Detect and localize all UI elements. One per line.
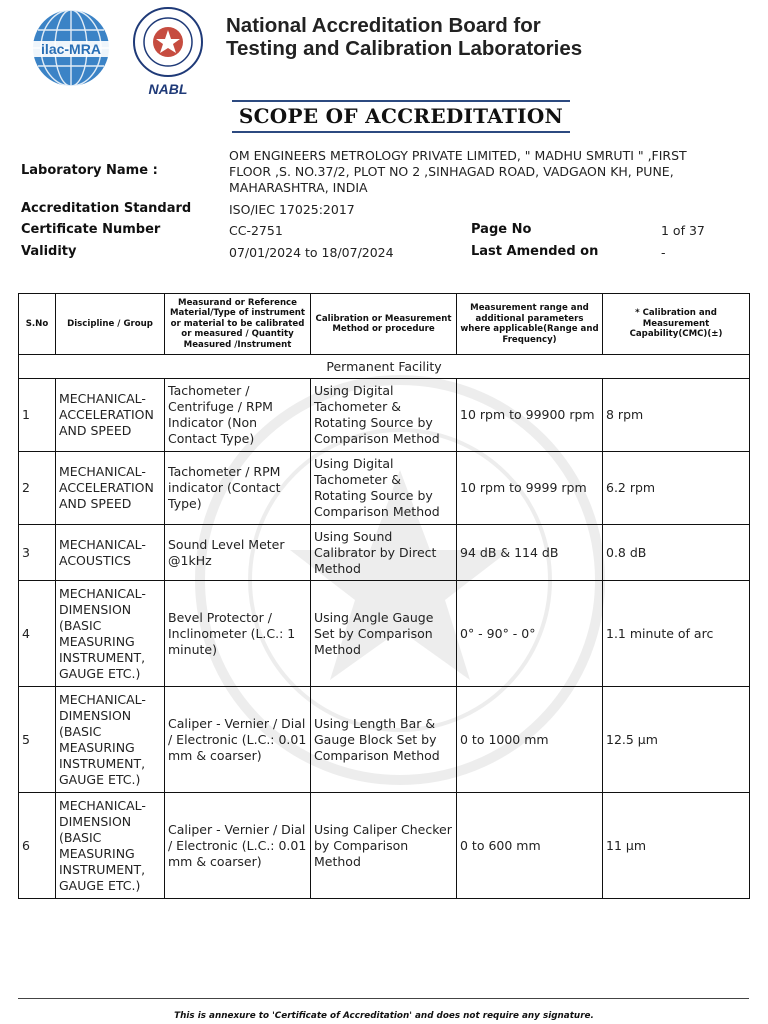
table-row xyxy=(19,687,750,793)
cell-range: 94 dB & 114 dB xyxy=(457,525,603,581)
cell-sno: 6 xyxy=(19,793,56,899)
cell-discipline: MECHANICAL- ACCELERATION AND SPEED xyxy=(56,452,165,525)
cell-cmc: 0.8 dB xyxy=(603,525,750,581)
standard-label: Accreditation Standard xyxy=(21,201,192,216)
page-label: Page No xyxy=(471,222,532,237)
cell-measurand: Sound Level Meter @1kHz xyxy=(165,525,311,581)
scope-title: SCOPE OF ACCREDITATION xyxy=(238,104,564,128)
certificate-label: Certificate Number xyxy=(21,222,161,237)
cell-method: Using Digital Tachometer & Rotating Source by Comparison Method xyxy=(311,379,457,452)
facility-row xyxy=(19,355,750,379)
lab-name-value xyxy=(229,148,687,196)
header-discipline: Discipline / Group xyxy=(56,294,165,355)
standard-value: ISO/IEC 17025:2017 xyxy=(229,202,355,217)
cell-method: Using Angle Gauge Set by Comparison Method xyxy=(311,581,457,687)
org-line-2: Testing and Calibration Laboratories xyxy=(226,37,583,60)
org-line-1: National Accreditation Board for xyxy=(226,14,541,37)
table-row xyxy=(19,525,750,581)
scope-rule-bottom xyxy=(232,131,570,133)
cell-discipline: MECHANICAL- ACOUSTICS xyxy=(56,525,165,581)
table-row xyxy=(19,581,750,687)
cell-range: 0° - 90° - 0° xyxy=(457,581,603,687)
cell-measurand: Caliper - Vernier / Dial / Electronic (L.C.: 0.01 mm & coarser) xyxy=(165,687,311,793)
cell-measurand: Tachometer / Centrifuge / RPM Indicator (Non Contact Type) xyxy=(165,379,311,452)
cell-cmc: 8 rpm xyxy=(603,379,750,452)
cell-measurand: Bevel Protector / Inclinometer (L.C.: 1 minute) xyxy=(165,581,311,687)
cell-range: 10 rpm to 9999 rpm xyxy=(457,452,603,525)
cell-method: Using Length Bar & Gauge Block Set by Comparison Method xyxy=(311,687,457,793)
cell-cmc: 12.5 µm xyxy=(603,687,750,793)
lab-name-line-1: OM ENGINEERS METROLOGY PRIVATE LIMITED, " MADHU SMRUTI " ,FIRST xyxy=(229,148,687,163)
table-row xyxy=(19,379,750,452)
cell-discipline: MECHANICAL- DIMENSION (BASIC MEASURING INSTRUMENT, GAUGE ETC.) xyxy=(56,793,165,899)
cell-sno: 5 xyxy=(19,687,56,793)
cell-measurand: Tachometer / RPM indicator (Contact Type) xyxy=(165,452,311,525)
cell-cmc: 1.1 minute of arc xyxy=(603,581,750,687)
amended-value: - xyxy=(661,245,666,260)
scope-table xyxy=(18,293,750,899)
header-method: Calibration or Measurement Method or procedure xyxy=(311,294,457,355)
footer-rule xyxy=(18,998,749,999)
cell-method: Using Digital Tachometer & Rotating Source by Comparison Method xyxy=(311,452,457,525)
table-row xyxy=(19,793,750,899)
scope-title-block xyxy=(232,100,570,134)
cell-method: Using Caliper Checker by Comparison Method xyxy=(311,793,457,899)
lab-name-line-2: FLOOR ,S. NO.37/2, PLOT NO 2 ,SINHAGAD ROAD, VADGAON KH, PUNE, xyxy=(229,164,674,179)
cell-measurand: Caliper - Vernier / Dial / Electronic (L.C.: 0.01 mm & coarser) xyxy=(165,793,311,899)
ilac-mra-logo xyxy=(28,8,114,88)
table-row xyxy=(19,452,750,525)
facility-label: Permanent Facility xyxy=(19,355,750,379)
nabl-logo xyxy=(130,6,206,100)
cell-method: Using Sound Calibrator by Direct Method xyxy=(311,525,457,581)
cell-sno: 1 xyxy=(19,379,56,452)
validity-value: 07/01/2024 to 18/07/2024 xyxy=(229,245,394,260)
cell-cmc: 6.2 rpm xyxy=(603,452,750,525)
amended-label: Last Amended on xyxy=(471,244,599,259)
header-cmc: * Calibration and Measurement Capability(CMC)(±) xyxy=(603,294,750,355)
header-range: Measurement range and additional parameters where applicable(Range and Frequency) xyxy=(457,294,603,355)
cell-discipline: MECHANICAL- DIMENSION (BASIC MEASURING INSTRUMENT, GAUGE ETC.) xyxy=(56,687,165,793)
header-sno: S.No xyxy=(19,294,56,355)
lab-name-line-3: MAHARASHTRA, INDIA xyxy=(229,180,368,195)
cell-sno: 3 xyxy=(19,525,56,581)
page-value: 1 of 37 xyxy=(661,223,705,238)
cell-sno: 4 xyxy=(19,581,56,687)
header-measurand: Measurand or Reference Material/Type of instrument or material to be calibrated or measured / Quantity Measured /Instrument xyxy=(165,294,311,355)
cell-sno: 2 xyxy=(19,452,56,525)
cell-discipline: MECHANICAL- ACCELERATION AND SPEED xyxy=(56,379,165,452)
scope-rule-top xyxy=(232,100,570,102)
ilac-logo-text: ilac-MRA xyxy=(41,41,101,57)
certificate-value: CC-2751 xyxy=(229,223,283,238)
lab-name-label: Laboratory Name : xyxy=(21,163,158,178)
cell-range: 0 to 1000 mm xyxy=(457,687,603,793)
cell-cmc: 11 µm xyxy=(603,793,750,899)
organization-name xyxy=(226,14,582,60)
validity-label: Validity xyxy=(21,244,77,259)
footer-note: This is annexure to 'Certificate of Accreditation' and does not require any signature. xyxy=(174,1011,594,1021)
cell-discipline: MECHANICAL- DIMENSION (BASIC MEASURING INSTRUMENT, GAUGE ETC.) xyxy=(56,581,165,687)
cell-range: 0 to 600 mm xyxy=(457,793,603,899)
table-header-row xyxy=(19,294,750,355)
nabl-logo-text: NABL xyxy=(148,81,188,97)
cell-range: 10 rpm to 99900 rpm xyxy=(457,379,603,452)
